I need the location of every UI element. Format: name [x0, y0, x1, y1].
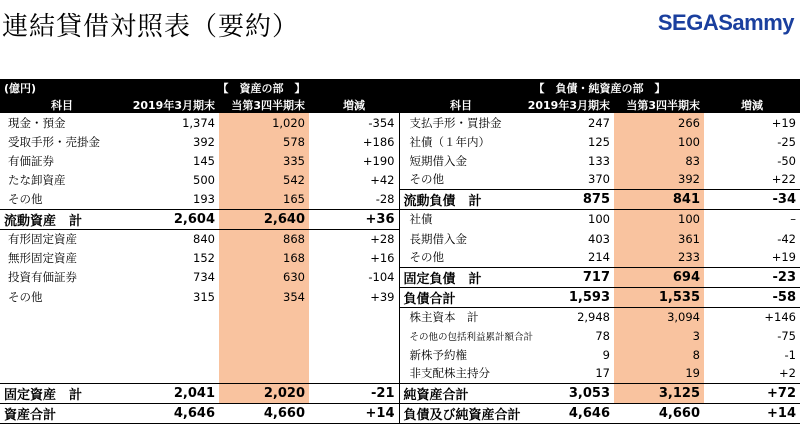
asset-total-label: 資産合計 — [0, 403, 124, 423]
liab-curr: 100 — [678, 212, 700, 227]
liab-current-total-prev: 875 — [523, 189, 614, 209]
asset-curr: 354 — [283, 290, 305, 304]
liab-prev: 370 — [588, 172, 610, 187]
liab-current-total-label: 流動負債 計 — [399, 189, 523, 209]
equity-diff: +2 — [779, 366, 796, 381]
unit-label: (億円) — [4, 81, 37, 95]
asset-total-curr: 4,660 — [219, 403, 309, 423]
liab-curr: 392 — [678, 172, 700, 187]
liab-curr: 83 — [685, 153, 700, 168]
liab-prev: 247 — [588, 115, 610, 130]
asset-prev: 315 — [193, 290, 215, 304]
asset-label: その他 — [8, 290, 43, 304]
liab-total-prev: 1,593 — [523, 287, 614, 307]
asset-prev: 734 — [193, 270, 215, 284]
equity-diff: -1 — [784, 347, 796, 362]
grand-total-prev: 4,646 — [523, 403, 614, 423]
equity-total-curr: 3,125 — [614, 383, 704, 403]
liab-label: その他 — [409, 250, 444, 265]
equity-label: 新株予約権 — [409, 347, 467, 362]
asset-prev: 152 — [193, 250, 215, 265]
asset-diff: +190 — [309, 151, 399, 170]
liab-fixed-total-diff: -23 — [704, 267, 800, 287]
asset-prev: 1,374 — [182, 115, 215, 130]
grand-total-curr: 4,660 — [614, 403, 704, 423]
liab-diff: +22 — [771, 172, 796, 187]
asset-total-diff: +14 — [309, 403, 399, 423]
equity-diff: -75 — [777, 328, 796, 343]
liab-total-diff: -58 — [704, 287, 800, 307]
liab-prev: 100 — [588, 212, 610, 227]
col-prev-header: 2019年3月期末 — [527, 98, 610, 112]
asset-current-total-label: 流動資産 計 — [0, 209, 124, 229]
equity-prev: 2,948 — [577, 309, 610, 324]
balance-sheet-table — [0, 79, 800, 424]
asset-prev: 500 — [193, 172, 215, 187]
table-row — [0, 383, 800, 403]
asset-diff: +28 — [309, 229, 399, 248]
table-row — [0, 267, 800, 287]
asset-fixed-total-curr: 2,020 — [219, 383, 309, 403]
liab-fixed-total-prev: 717 — [523, 267, 614, 287]
asset-diff: +42 — [309, 170, 399, 189]
liab-label: 社債（１年内） — [409, 134, 490, 149]
equity-total-prev: 3,053 — [523, 383, 614, 403]
logo-text-sammy: Sammy — [718, 10, 794, 35]
asset-curr: 630 — [283, 270, 305, 284]
asset-curr: 542 — [283, 172, 305, 187]
table-row — [0, 132, 800, 151]
table-row — [0, 403, 800, 423]
grand-total-diff: +14 — [704, 403, 800, 423]
page-title: 連結貸借対照表（要約） — [2, 12, 300, 42]
equity-label: 株主資本 計 — [409, 309, 479, 324]
liab-diff: -50 — [777, 153, 796, 168]
liab-diff: -42 — [777, 231, 796, 246]
table-row — [0, 189, 800, 209]
equity-curr: 3 — [692, 328, 700, 343]
liab-curr: 233 — [678, 250, 700, 265]
table-row — [0, 151, 800, 170]
asset-label: 有価証券 — [8, 153, 54, 168]
liab-total-label: 負債合計 — [399, 287, 523, 307]
asset-fixed-total-prev: 2,041 — [124, 383, 219, 403]
equity-total-diff: +72 — [704, 383, 800, 403]
col-item-header: 科目 — [51, 98, 73, 112]
asset-prev: 145 — [193, 153, 215, 168]
liab-label: 長期借入金 — [409, 231, 467, 246]
assets-section-label: 【 資産の部 】 — [217, 81, 306, 95]
sega-sammy-logo — [658, 8, 794, 38]
col-prev-header: 2019年3月期末 — [132, 98, 215, 112]
equity-prev: 17 — [595, 366, 610, 381]
liab-section-label: 【 負債・純資産の部 】 — [533, 81, 666, 95]
liab-label: 短期借入金 — [409, 153, 467, 168]
liab-curr: 100 — [678, 134, 700, 149]
equity-prev: 78 — [595, 328, 610, 343]
asset-label: その他 — [8, 191, 43, 206]
table-row — [0, 287, 800, 307]
table-row — [0, 113, 800, 132]
liab-fixed-total-curr: 694 — [614, 267, 704, 287]
asset-prev: 193 — [193, 191, 215, 206]
table-row — [0, 364, 800, 383]
asset-diff: -104 — [309, 267, 399, 287]
asset-diff: -28 — [309, 189, 399, 209]
equity-label: その他の包括利益累計額合計 — [409, 331, 534, 343]
asset-label: 受取手形・売掛金 — [8, 134, 100, 149]
liab-prev: 214 — [588, 250, 610, 265]
asset-label: 現金・預金 — [8, 115, 66, 130]
asset-diff: +39 — [309, 287, 399, 307]
liab-diff: +19 — [771, 115, 796, 130]
col-diff-header: 増減 — [343, 98, 365, 112]
asset-label: 無形固定資産 — [8, 250, 77, 265]
asset-curr: 868 — [283, 231, 305, 246]
col-diff-header: 増減 — [741, 98, 763, 112]
liab-label: 支払手形・買掛金 — [409, 115, 502, 130]
table-row — [0, 209, 800, 229]
equity-prev: 9 — [602, 347, 610, 362]
col-item-header: 科目 — [450, 98, 472, 112]
grand-total-label: 負債及び純資産合計 — [399, 403, 523, 423]
liab-curr: 361 — [678, 231, 700, 246]
asset-label: 有形固定資産 — [8, 231, 77, 246]
equity-label: 非支配株主持分 — [409, 366, 490, 381]
asset-fixed-total-diff: -21 — [309, 383, 399, 403]
liab-label: 社債 — [409, 212, 433, 227]
liab-diff: -25 — [777, 134, 796, 149]
liab-current-total-curr: 841 — [614, 189, 704, 209]
table-row — [0, 345, 800, 364]
table-row — [0, 248, 800, 267]
equity-diff: +146 — [764, 309, 796, 324]
logo-text-sega: SEGA — [657, 10, 719, 35]
asset-diff: +186 — [309, 132, 399, 151]
liab-diff: +19 — [771, 250, 796, 265]
table-row — [0, 229, 800, 248]
liab-current-total-diff: -34 — [704, 189, 800, 209]
liab-diff: – — [790, 212, 796, 227]
table-row — [0, 170, 800, 189]
asset-fixed-total-label: 固定資産 計 — [0, 383, 124, 403]
liab-label: その他 — [409, 172, 444, 187]
equity-curr: 19 — [685, 366, 700, 381]
col-curr-header: 当第3四半期末 — [626, 98, 700, 112]
asset-curr: 578 — [283, 134, 305, 149]
header-row-sections — [0, 79, 800, 96]
liab-prev: 403 — [588, 231, 610, 246]
asset-curr: 1,020 — [272, 115, 305, 130]
asset-curr: 168 — [283, 250, 305, 265]
liab-fixed-total-label: 固定負債 計 — [399, 267, 523, 287]
asset-label: 投資有価証券 — [8, 270, 77, 284]
liab-total-curr: 1,535 — [614, 287, 704, 307]
liab-prev: 125 — [588, 134, 610, 149]
asset-current-total-curr: 2,640 — [219, 209, 309, 229]
asset-total-prev: 4,646 — [124, 403, 219, 423]
asset-label: たな卸資産 — [8, 172, 66, 187]
col-curr-header: 当第3四半期末 — [231, 98, 305, 112]
asset-curr: 165 — [283, 191, 305, 206]
header-row-columns — [0, 96, 800, 113]
asset-curr: 335 — [283, 153, 305, 168]
liab-prev: 133 — [588, 153, 610, 168]
asset-diff: -354 — [309, 113, 399, 132]
equity-total-label: 純資産合計 — [399, 383, 523, 403]
asset-current-total-diff: +36 — [309, 209, 399, 229]
equity-curr: 3,094 — [667, 309, 700, 324]
asset-current-total-prev: 2,604 — [124, 209, 219, 229]
asset-prev: 392 — [193, 134, 215, 149]
table-row — [0, 307, 800, 326]
asset-diff: +16 — [309, 248, 399, 267]
liab-curr: 266 — [678, 115, 700, 130]
equity-curr: 8 — [692, 347, 700, 362]
table-row — [0, 326, 800, 345]
asset-prev: 840 — [193, 231, 215, 246]
